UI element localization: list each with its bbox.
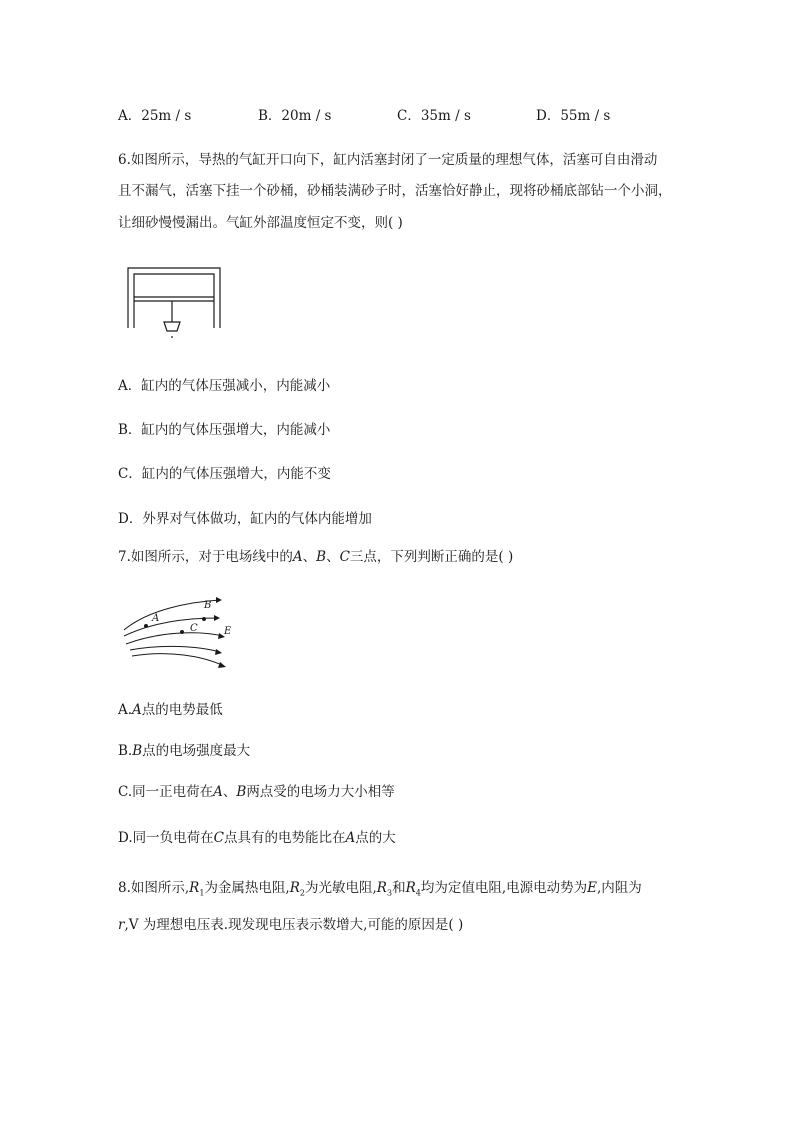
field-line-4 [130,646,220,652]
q5-option-b: B．20m / s [258,108,332,124]
q7-option-b: B.B点的电场强度最大 [118,743,251,759]
q5-option-c: C．35m / s [397,108,471,124]
q6-stem-line1: 6.如图所示，导热的气缸开口向下，缸内活塞封闭了一定质量的理想气体，活塞可自由滑动 [118,152,658,168]
q7-stem: 7.如图所示，对于电场线中的A、B、C三点，下列判断正确的是( ) [118,549,514,565]
q6-stem-line3: 让细砂慢慢漏出。气缸外部温度恒定不变，则( ) [118,215,403,231]
point-a [144,624,148,628]
arrowhead-4 [215,649,222,655]
q7-option-c: C.同一正电荷在A、B两点受的电场力大小相等 [118,784,395,800]
q6-stem-line2: 且不漏气，活塞下挂一个砂桶，砂桶装满砂子时，活塞恰好静止，现将砂桶底部钻一个小洞， [118,183,672,199]
q7-option-a: A.A点的电势最低 [118,702,223,718]
arrowhead-1 [216,597,222,603]
field-line-5 [132,654,224,666]
point-c [180,630,184,634]
q6-option-c: C．缸内的气体压强增大，内能不变 [118,466,331,482]
q8-stem-line1: 8.如图所示$,R_1$为金属热电阻$,R_2$为光敏电阻$,R_3$和$R_4$均为定值电阻,电源电动势为E,内阻为 [118,880,642,898]
q5-option-d: D．55m / s [536,108,611,124]
arrowhead-2 [214,615,220,621]
point-b [202,617,206,621]
field-line-3 [126,633,223,644]
q6-cylinder-figure [120,262,230,348]
label-e: E [224,626,232,637]
arrowhead-5 [218,662,226,668]
q8-stem-line2: r,V 为理想电压表.现发现电压表示数增大,可能的原因是( ) [118,917,464,933]
label-b: B [204,600,212,611]
sand-bucket [164,322,180,331]
cylinder-outer-wall [128,268,220,328]
q5-option-a: A．25m / s [118,108,192,124]
label-c: C [190,623,198,634]
q6-option-d: D．外界对气体做功，缸内的气体内能增加 [118,511,372,527]
q7-field-lines-figure [118,592,248,672]
q6-option-b: B．缸内的气体压强增大，内能减小 [118,422,331,438]
q6-option-a: A．缸内的气体压强减小，内能减小 [118,378,331,394]
q7-option-d: D.同一负电荷在C点具有的电势能比在A点的大 [118,830,396,846]
label-a: A [152,613,160,624]
